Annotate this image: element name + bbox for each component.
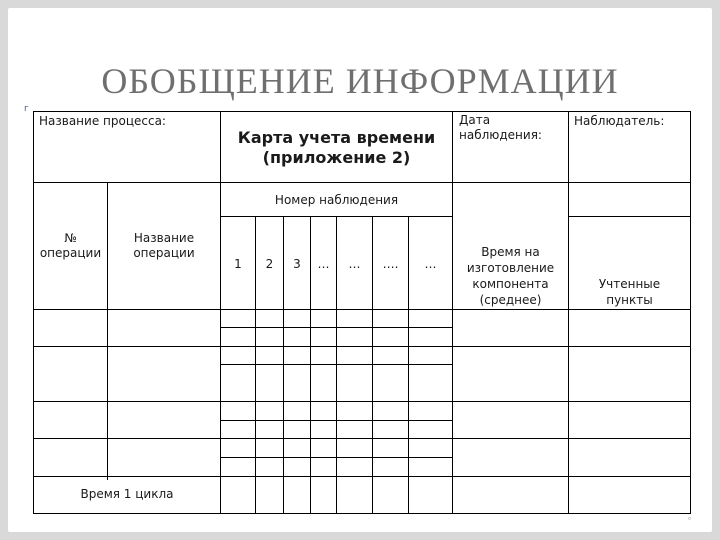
observation-number-label: Номер наблюдения: [274, 193, 399, 207]
divider: [220, 457, 452, 458]
operation-number-line1: №: [64, 231, 77, 245]
card-title-line1: Карта учета времени: [237, 128, 436, 147]
divider: [33, 401, 691, 402]
observer-label: Наблюдатель:: [574, 114, 665, 128]
divider: [33, 346, 691, 347]
card-title-line2: (приложение 2): [262, 148, 411, 167]
divider: [107, 182, 108, 480]
divider: [220, 420, 452, 421]
divider: [220, 364, 452, 365]
observation-col-1: 1: [234, 257, 242, 271]
cycle-time-label: Время 1 цикла: [80, 487, 174, 501]
table-border-left: [33, 111, 34, 514]
operation-number-line2: операции: [39, 246, 102, 260]
process-name-label: Название процесса:: [39, 114, 166, 128]
observation-col-6: ….: [382, 257, 399, 271]
observation-col-7: …: [424, 257, 437, 271]
date-label-line1: Дата: [459, 113, 491, 127]
operation-name-line2: операции: [133, 246, 195, 260]
observation-col-2: 2: [265, 257, 274, 271]
divider: [33, 476, 691, 477]
slide-marker: г: [24, 104, 29, 114]
average-time-line4: (среднее): [479, 293, 542, 307]
divider: [33, 182, 691, 183]
date-label-line2: наблюдения:: [459, 128, 542, 142]
divider: [568, 111, 569, 514]
observation-col-4: …: [317, 257, 330, 271]
average-time-line3: компонента: [472, 277, 549, 291]
counted-points-line2: пункты: [606, 293, 653, 307]
counted-points-line1: Учтенные: [598, 277, 661, 291]
table-border-right: [690, 111, 691, 514]
divider: [568, 216, 691, 217]
divider: [33, 438, 691, 439]
operation-name-line1: Название: [133, 231, 195, 245]
time-card-table: [33, 111, 691, 514]
divider: [452, 111, 453, 514]
observation-col-3: 3: [293, 257, 301, 271]
divider: [220, 327, 452, 328]
table-border-bottom: [33, 513, 691, 514]
divider: [220, 111, 221, 514]
slide-title: ОБОБЩЕНИЕ ИНФОРМАЦИИ: [101, 61, 619, 101]
table-border-top: [33, 111, 691, 112]
average-time-line1: Время на: [481, 245, 540, 259]
divider: [33, 309, 691, 310]
observation-col-5: …: [348, 257, 361, 271]
corner-mark: ▫: [688, 514, 691, 523]
average-time-line2: изготовление: [466, 261, 555, 275]
